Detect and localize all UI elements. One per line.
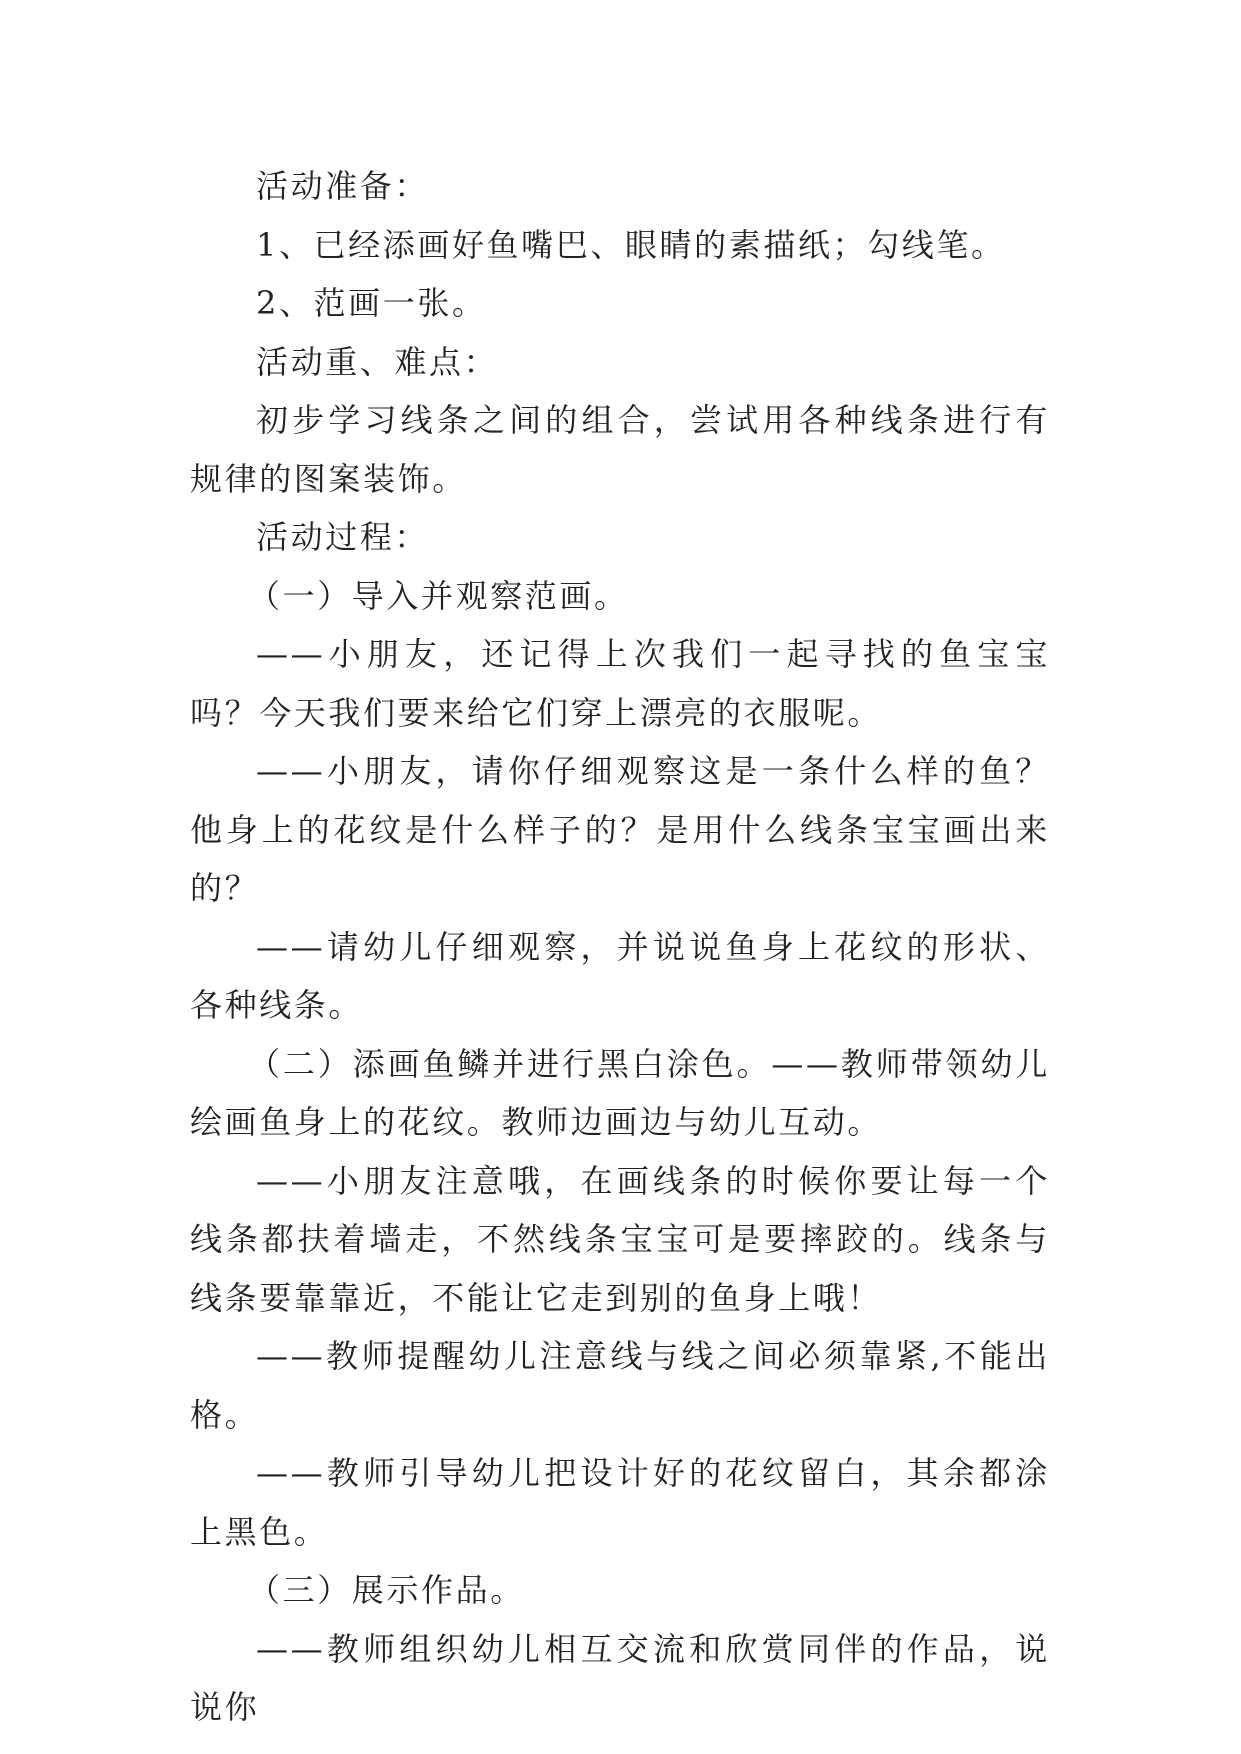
- dialogue-paragraph: ——教师引导幼儿把设计好的花纹留白，其余都涂上黑色。: [190, 1454, 1050, 1551]
- heading-activity-preparation: 活动准备：: [256, 167, 430, 205]
- key-points-text: 初步学习线条之间的组合，尝试用各种线条进行有规律的图案装饰。: [190, 401, 1050, 498]
- section-3-heading: （三）展示作品。: [248, 1571, 525, 1609]
- dialogue-paragraph: ——教师组织幼儿相互交流和欣赏同伴的作品，说说你: [190, 1629, 1050, 1726]
- heading-key-points: 活动重、难点：: [256, 342, 499, 381]
- preparation-item-1: 1、已经添画好鱼嘴巴、眼睛的素描纸；勾线笔。: [256, 225, 1006, 264]
- document-body: [190, 157, 1050, 1737]
- dialogue-paragraph: ——小朋友，还记得上次我们一起寻找的鱼宝宝吗？今天我们要来给它们穿上漂亮的衣服呢。: [190, 635, 1050, 732]
- section-1-heading: （一）导入并观察范画。: [248, 576, 629, 615]
- heading-activity-process: 活动过程：: [256, 518, 430, 556]
- dialogue-paragraph: ——小朋友注意哦，在画线条的时候你要让每一个线条都扶着墙走，不然线条宝宝可是要摔跤的。线条与线条要靠靠近，不能让它走到别的鱼身上哦！: [190, 1161, 1050, 1317]
- preparation-item-2: 2、范画一张。: [256, 284, 487, 322]
- dialogue-paragraph: ——请幼儿仔细观察，并说说鱼身上花纹的形状、各种线条。: [190, 927, 1050, 1024]
- dialogue-paragraph: ——小朋友，请你仔细观察这是一条什么样的鱼？他身上的花纹是什么样子的？是用什么线条宝宝画出来的？: [190, 752, 1050, 907]
- section-2-paragraph: （二）添画鱼鳞并进行黑白涂色。——教师带领幼儿绘画鱼身上的花纹。教师边画边与幼儿互动。: [190, 1044, 1050, 1141]
- dialogue-paragraph: ——教师提醒幼儿注意线与线之间必须靠紧,不能出格。: [190, 1337, 1050, 1434]
